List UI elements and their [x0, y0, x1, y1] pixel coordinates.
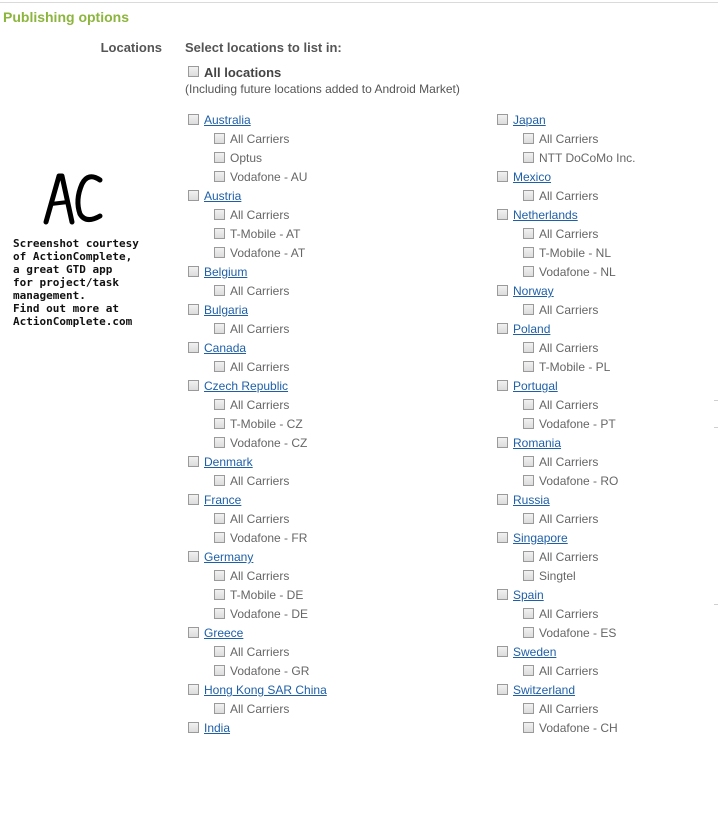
country-link[interactable]: Singapore	[513, 531, 568, 545]
carrier-label: All Carriers	[230, 284, 290, 298]
carrier-checkbox[interactable]	[214, 323, 225, 334]
carrier-checkbox[interactable]	[214, 152, 225, 163]
carrier-checkbox[interactable]	[214, 171, 225, 182]
carrier-checkbox[interactable]	[214, 228, 225, 239]
carrier-label: All Carriers	[539, 398, 599, 412]
country-link[interactable]: Netherlands	[513, 208, 578, 222]
carrier-checkbox[interactable]	[523, 361, 534, 372]
country-checkbox[interactable]	[497, 285, 508, 296]
carrier-checkbox[interactable]	[214, 703, 225, 714]
all-locations-note: (Including future locations added to Android Market)	[185, 82, 460, 96]
country-checkbox[interactable]	[497, 437, 508, 448]
carrier-label: Vodafone - DE	[230, 607, 309, 621]
carrier-checkbox[interactable]	[523, 456, 534, 467]
carrier-label: All Carriers	[230, 360, 290, 374]
carrier-label: Singtel	[539, 569, 576, 583]
carrier-label: Vodafone - ES	[539, 626, 617, 640]
carrier-label: All Carriers	[230, 645, 290, 659]
carrier-checkbox[interactable]	[214, 437, 225, 448]
carrier-label: All Carriers	[539, 303, 599, 317]
top-divider	[0, 2, 718, 3]
carrier-label: All Carriers	[539, 702, 599, 716]
promo-line: for project/task	[13, 276, 119, 289]
carrier-checkbox[interactable]	[523, 608, 534, 619]
country-checkbox[interactable]	[188, 684, 199, 695]
country-checkbox[interactable]	[188, 342, 199, 353]
promo-line: Find out more at	[13, 302, 119, 315]
carrier-label: All Carriers	[539, 189, 599, 203]
country-link[interactable]: Germany	[204, 550, 254, 564]
carrier-label: All Carriers	[539, 512, 599, 526]
select-locations-label: Select locations to list in:	[185, 40, 342, 55]
promo-line: ActionComplete.com	[13, 315, 133, 328]
country-checkbox[interactable]	[188, 266, 199, 277]
carrier-label: All Carriers	[230, 702, 290, 716]
country-link[interactable]: Sweden	[513, 645, 557, 659]
carrier-checkbox[interactable]	[523, 722, 534, 733]
country-link[interactable]: Canada	[204, 341, 247, 355]
carrier-checkbox[interactable]	[523, 703, 534, 714]
country-link[interactable]: Czech Republic	[204, 379, 289, 393]
carrier-label: All Carriers	[539, 227, 599, 241]
carrier-checkbox[interactable]	[523, 475, 534, 486]
carrier-checkbox[interactable]	[523, 190, 534, 201]
carrier-label: T-Mobile - AT	[230, 227, 301, 241]
carrier-label: All Carriers	[539, 132, 599, 146]
country-checkbox[interactable]	[188, 114, 199, 125]
country-link[interactable]: Belgium	[204, 265, 248, 279]
country-checkbox[interactable]	[497, 532, 508, 543]
country-link[interactable]: Bulgaria	[204, 303, 249, 317]
carrier-label: T-Mobile - PL	[539, 360, 611, 374]
country-checkbox[interactable]	[497, 323, 508, 334]
promo-line: Screenshot courtesy	[13, 237, 139, 250]
country-link[interactable]: Switzerland	[513, 683, 576, 697]
carrier-label: NTT DoCoMo Inc.	[539, 151, 636, 165]
carrier-checkbox[interactable]	[214, 570, 225, 581]
country-checkbox[interactable]	[188, 551, 199, 562]
carrier-checkbox[interactable]	[214, 608, 225, 619]
carrier-label: All Carriers	[230, 474, 290, 488]
carrier-label: T-Mobile - DE	[230, 588, 304, 602]
country-link[interactable]: Portugal	[513, 379, 558, 393]
country-checkbox[interactable]	[188, 380, 199, 391]
carrier-label: All Carriers	[539, 550, 599, 564]
country-link[interactable]: Greece	[204, 626, 244, 640]
carrier-checkbox[interactable]	[214, 247, 225, 258]
carrier-checkbox[interactable]	[523, 570, 534, 581]
carrier-label: Vodafone - AT	[230, 246, 306, 260]
promo-line: of ActionComplete,	[13, 250, 133, 263]
carrier-checkbox[interactable]	[523, 551, 534, 562]
all-locations-checkbox[interactable]	[188, 66, 199, 77]
carrier-label: Optus	[230, 151, 263, 165]
country-checkbox[interactable]	[188, 627, 199, 638]
carrier-label: Vodafone - GR	[230, 664, 310, 678]
locations-label: Locations	[100, 40, 162, 55]
country-checkbox[interactable]	[497, 209, 508, 220]
country-checkbox[interactable]	[188, 456, 199, 467]
country-link[interactable]: India	[204, 721, 231, 735]
carrier-label: All Carriers	[539, 341, 599, 355]
country-link[interactable]: Australia	[204, 113, 251, 127]
carrier-checkbox[interactable]	[523, 399, 534, 410]
promo-text	[13, 237, 173, 328]
country-link[interactable]: Russia	[513, 493, 550, 507]
carrier-label: All Carriers	[230, 398, 290, 412]
carrier-label: Vodafone - AU	[230, 170, 308, 184]
carrier-label: All Carriers	[539, 607, 599, 621]
carrier-label: All Carriers	[230, 512, 290, 526]
country-link[interactable]: Romania	[513, 436, 562, 450]
carrier-checkbox[interactable]	[523, 304, 534, 315]
carrier-checkbox[interactable]	[523, 228, 534, 239]
promo-line: management.	[13, 289, 86, 302]
carrier-checkbox[interactable]	[214, 532, 225, 543]
country-checkbox[interactable]	[497, 380, 508, 391]
carrier-checkbox[interactable]	[523, 152, 534, 163]
carrier-checkbox[interactable]	[523, 342, 534, 353]
country-link[interactable]: Norway	[513, 284, 554, 298]
carrier-checkbox[interactable]	[214, 209, 225, 220]
edge-mark	[714, 604, 718, 605]
country-link[interactable]: Japan	[513, 113, 546, 127]
country-link[interactable]: Denmark	[204, 455, 253, 469]
promo-line: a great GTD app	[13, 263, 113, 276]
country-link[interactable]: France	[204, 493, 242, 507]
carrier-checkbox[interactable]	[214, 133, 225, 144]
carrier-checkbox[interactable]	[214, 399, 225, 410]
country-checkbox[interactable]	[188, 722, 199, 733]
carrier-checkbox[interactable]	[214, 665, 225, 676]
country-link[interactable]: Poland	[513, 322, 551, 336]
country-link[interactable]: Mexico	[513, 170, 552, 184]
carrier-label: Vodafone - RO	[539, 474, 619, 488]
all-locations-label: All locations	[204, 65, 282, 80]
carrier-checkbox[interactable]	[523, 133, 534, 144]
carrier-checkbox[interactable]	[214, 418, 225, 429]
carrier-label: Vodafone - FR	[230, 531, 308, 545]
edge-mark	[714, 400, 718, 401]
carrier-checkbox[interactable]	[523, 247, 534, 258]
carrier-label: All Carriers	[230, 132, 290, 146]
carrier-label: All Carriers	[230, 322, 290, 336]
country-checkbox[interactable]	[497, 589, 508, 600]
carrier-label: Vodafone - CH	[539, 721, 618, 735]
country-link[interactable]: Spain	[513, 588, 544, 602]
country-checkbox[interactable]	[497, 646, 508, 657]
carrier-checkbox[interactable]	[523, 266, 534, 277]
carrier-checkbox[interactable]	[214, 285, 225, 296]
carrier-checkbox[interactable]	[214, 513, 225, 524]
actioncomplete-logo	[42, 170, 106, 230]
carrier-label: All Carriers	[539, 455, 599, 469]
country-checkbox[interactable]	[188, 494, 199, 505]
carrier-checkbox[interactable]	[523, 627, 534, 638]
country-checkbox[interactable]	[497, 684, 508, 695]
country-checkbox[interactable]	[497, 114, 508, 125]
carrier-checkbox[interactable]	[523, 418, 534, 429]
carrier-label: Vodafone - CZ	[230, 436, 308, 450]
carrier-label: All Carriers	[230, 208, 290, 222]
page-title: Publishing options	[3, 9, 129, 25]
carrier-checkbox[interactable]	[523, 513, 534, 524]
carrier-checkbox[interactable]	[214, 361, 225, 372]
carrier-checkbox[interactable]	[214, 646, 225, 657]
country-checkbox[interactable]	[497, 171, 508, 182]
carrier-label: Vodafone - NL	[539, 265, 616, 279]
country-checkbox[interactable]	[497, 494, 508, 505]
edge-mark	[714, 427, 718, 428]
carrier-label: T-Mobile - NL	[539, 246, 612, 260]
carrier-checkbox[interactable]	[214, 589, 225, 600]
country-checkbox[interactable]	[188, 190, 199, 201]
carrier-label: T-Mobile - CZ	[230, 417, 303, 431]
carrier-checkbox[interactable]	[214, 475, 225, 486]
country-link[interactable]: Austria	[204, 189, 242, 203]
country-checkbox[interactable]	[188, 304, 199, 315]
carrier-checkbox[interactable]	[523, 665, 534, 676]
carrier-label: Vodafone - PT	[539, 417, 616, 431]
carrier-label: All Carriers	[230, 569, 290, 583]
country-link[interactable]: Hong Kong SAR China	[204, 683, 327, 697]
carrier-label: All Carriers	[539, 664, 599, 678]
